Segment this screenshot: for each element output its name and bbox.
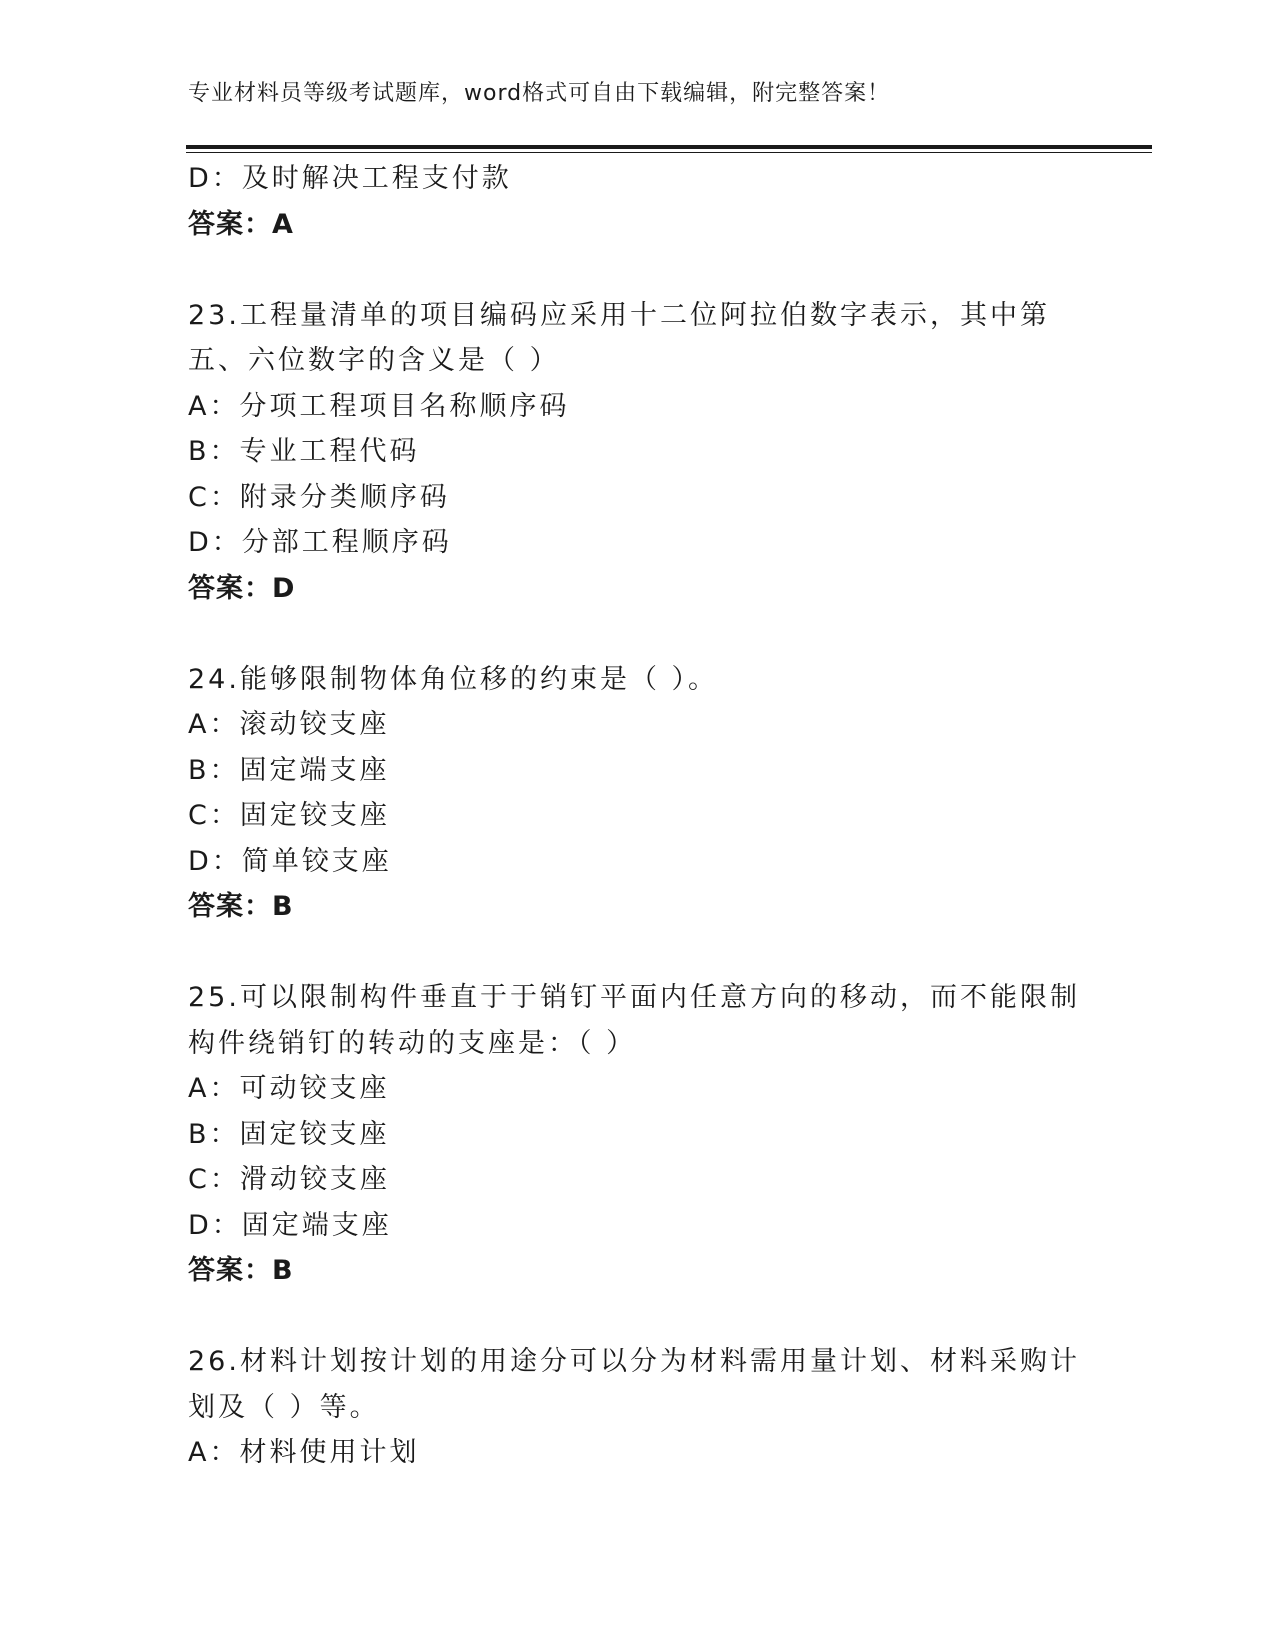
question-23-option-b: B：专业工程代码	[188, 436, 420, 467]
prev-option-d: D：及时解决工程支付款	[188, 163, 512, 194]
question-24-option-c: C：固定铰支座	[188, 800, 390, 831]
question-25-option-d: D：固定端支座	[188, 1209, 392, 1241]
prev-answer: 答案：A	[188, 208, 294, 240]
question-26-option-a: A：材料使用计划	[188, 1437, 420, 1468]
question-24-option-b: B：固定端支座	[188, 754, 390, 786]
question-25-stem: 25.可以限制构件垂直于于销钉平面内任意方向的移动，而不能限制构件绕销钉的转动的支座是：（ ）	[188, 982, 1080, 1059]
question-25-option-c: C：滑动铰支座	[188, 1164, 390, 1195]
question-24-answer: 答案：B	[188, 891, 294, 922]
question-25-option-b: B：固定铰支座	[188, 1118, 390, 1150]
question-content	[188, 156, 1088, 1476]
header-rule-thin	[186, 152, 1152, 153]
header-rule-thick	[186, 145, 1152, 149]
spacer	[188, 247, 1088, 293]
question-24-stem: 24.能够限制物体角位移的约束是（ ）。	[188, 663, 719, 695]
question-23-option-d: D：分部工程顺序码	[188, 527, 452, 558]
question-26-stem: 26.材料计划按计划的用途分可以分为材料需用量计划、材料采购计划及（ ）等。	[188, 1346, 1080, 1423]
question-25-answer: 答案：B	[188, 1255, 294, 1286]
question-23-option-a: A：分项工程项目名称顺序码	[188, 390, 570, 422]
question-23-option-c: C：附录分类顺序码	[188, 481, 450, 513]
question-24-option-d: D：简单铰支座	[188, 845, 392, 877]
spacer	[188, 611, 1088, 657]
question-23-stem: 23.工程量清单的项目编码应采用十二位阿拉伯数字表示，其中第五、六位数字的含义是（ ）	[188, 299, 1050, 376]
question-24-option-a: A：滚动铰支座	[188, 709, 390, 740]
spacer	[188, 930, 1088, 976]
question-23-answer: 答案：D	[188, 572, 296, 604]
question-25-option-a: A：可动铰支座	[188, 1073, 390, 1104]
spacer	[188, 1294, 1088, 1340]
page-header: 专业材料员等级考试题库，word格式可自由下载编辑，附完整答案！	[188, 81, 891, 106]
